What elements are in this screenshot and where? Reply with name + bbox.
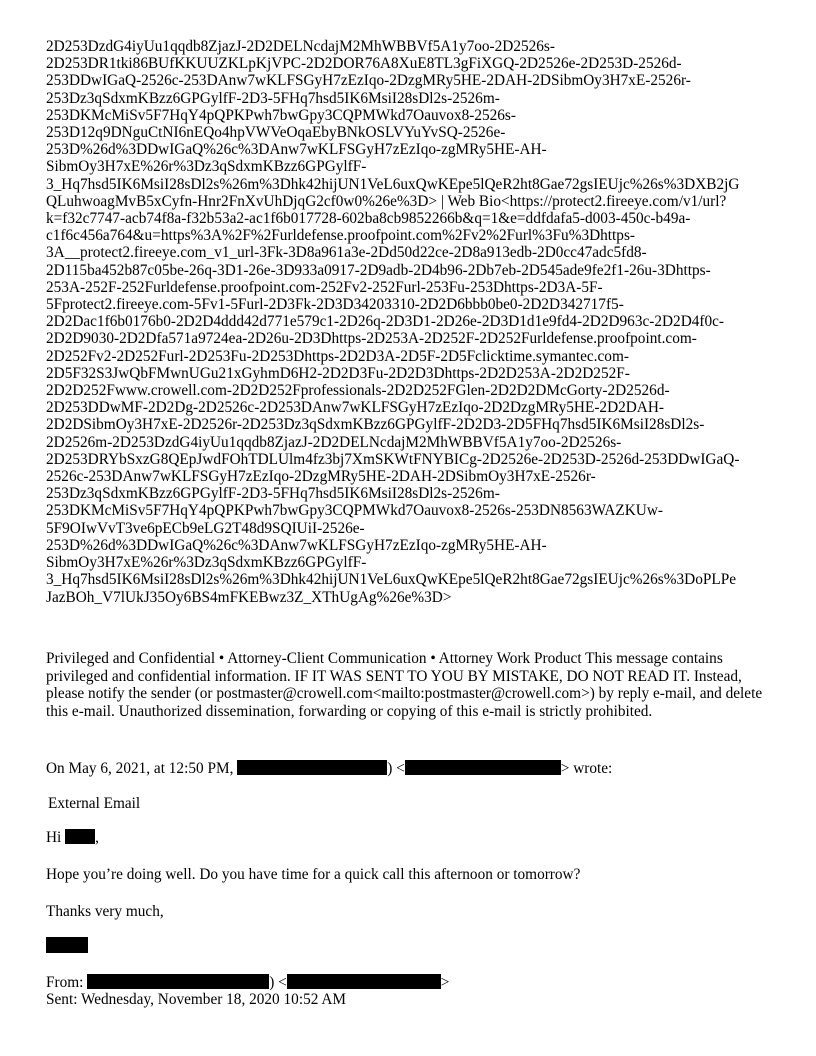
redacted-signature (46, 937, 88, 953)
redacted-sender-email (405, 760, 561, 775)
reply-header (46, 760, 776, 778)
signoff-text: Thanks very much, (46, 903, 164, 920)
greeting-comma: , (95, 829, 99, 846)
greeting-line (46, 829, 776, 847)
external-email-tag: External Email (48, 795, 141, 812)
redacted-recipient-name (65, 829, 95, 844)
confidentiality-notice: Privileged and Confidential • Attorney-Client Communication • Attorney Work Product This message contains privileged and confidential information. IF IT WAS SENT TO YOU BY MISTAKE, DO NOT READ IT. Instead, please notify the sender (or postmaster@crowell.com<mailto:postmaster@crowell.com>) by reply e-mail, and delete this e-mail. Unauthorized dissemination, forwarding or copying of this e-mail is strictly prohibited. (46, 650, 763, 720)
message-text: Hope you’re doing well. Do you have time for a quick call this afternoon or tomorrow? (46, 866, 581, 883)
url-defense-link-block: 2D253DzdG4iyUu1qqdb8ZjazJ-2D2DELNcdajM2MhWBBVf5A1y7oo-2D2526s- 2D253DR1tki86BUfKKUUZKLpKjVPC-2D2DOR76A8XuE8TL3gFiXGQ-2D2526e-2D253D-2526d- 253DDwIGaQ-2526c-253DAnw7wKLFSGyH7zEzIqo-2DzgMRy5HE-2DAH-2DSibmOy3H7xE-2526r- 253Dz3qSdxmKBzz6GPGylfF-2D3-5FHq7hsd5IK6MsiI28sDl2s-2526m- 253DKMcMiSv5F7HqY4pQPKPwh7bwGpy3CQPMWkd7Oauvox8-2526s- 253D12q9DNguCtNI6nEQo4hpVWVeOqaEbyBNkOSLVYuYvSQ-2526e- 253D%26d%3DDwIGaQ%26c%3DAnw7wKLFSGyH7zEzIqo-zgMRy5HE-AH- SibmOy3H7xE%26r%3Dz3qSdxmKBzz6GPGylfF- 3_Hq7hsd5IK6MsiI28sDl2s%26m%3Dhk42hijUN1VeL6uxQwKEpe5lQeR2ht8Gae72gsIEUjc%26s%3DXB2jG QLuhwoagMvB5xCyfn-Hnr2FnXvUhDjqG2cf0w0%26e%3D> | Web Bio<https://protect2.fireeye.com/v1/url? k=f32c7747-acb74f8a-f32b53a2-ac1f6b017728-602ba8cb9852266b&q=1&e=ddfdafa5-d003-450c-b49a- c1f6c456a764&u=https%3A%2F%2Furldefense.proofpoint.com%2Fv2%2Furl%3Fu%3Dhttps- 3A__protect2.fireeye.com_v1_url-3Fk-3D8a961a3e-2Dd50d22ce-2D8a913edb-2D0cc47adc5fd8- 2D115ba452b87c05be-26q-3D1-26e-3D933a0917-2D9adb-2D4b96-2Db7eb-2D545ade9fe2f1-26u-3Dhttps- 253A-252F-252Furldefense.proofpoint.com-252Fv2-252Furl-253Fu-253Dhttps-2D3A-5F- 5Fprotect2.fireeye.com-5Fv1-5Furl-2D3Fk-2D3D34203310-2D2D6bbb0be0-2D2D342717f5- 2D2Dac1f6b0176b0-2D2D4ddd42d771e579c1-2D26q-2D3D1-2D26e-2D3D1d1e9fd4-2D2D963c-2D2D4f0c- 2D2D9030-2D2Dfa571a9724ea-2D26u-2D3Dhttps-2D253A-2D252F-2D252Furldefense.proofpoint.com- 2D252Fv2-2D252Furl-2D253Fu-2D253Dhttps-2D2D3A-2D5F-2D5Fclicktime.symantec.com- 2D5F32S3JwQbFMwnUGu21xGyhmD6H2-2D2D3Fu-2D2D3Dhttps-2D2D253A-2D2D252F- 2D2D252Fwww.crowell.com-2D2D252Fprofessionals-2D2D252FGlen-2D2D2DMcGorty-2D2526d- 2D253DDwMF-2D2Dg-2D2526c-2D253DAnw7wKLFSGyH7zEzIqo-2D2DzgMRy5HE-2D2DAH- 2D2DSibmOy3H7xE-2D2526r-2D253Dz3qSdxmKBzz6GPGylfF-2D2D3-2D5FHq7hsd5IK6MsiI28sDl2s- 2D2526m-2D253DzdG4iyUu1qqdb8ZjazJ-2D2DELNcdajM2MhWBBVf5A1y7oo-2D2526s- 2D253DRYbSxzG8QEpJwdFOhTDLUlm4fz3bj7XmSKWtFNYBICg-2D2526e-2D253D-2526d-253DDwIGaQ- 2526c-253DAnw7wKLFSGyH7zEzIqo-2DzgMRy5HE-2DAH-2DSibmOy3H7xE-2526r- 253Dz3qSdxmKBzz6GPGylfF-2D3-5FHq7hsd5IK6MsiI28sDl2s-2526m- 253DKMcMiSv5F7HqY4pQPKPwh7bwGpy3CQPMWkd7Oauvox8-2526s-253DN8563WAZKUw- 5F9OIwVvT3ve6pECb9eLG2T48d9SQIUiI-2526e- 253D%26d%3DDwIGaQ%26c%3DAnw7wKLFSGyH7zEzIqo-zgMRy5HE-AH- SibmOy3H7xE%26r%3Dz3qSdxmKBzz6GPGylfF- 3_Hq7hsd5IK6MsiI28sDl2s%26m%3Dhk42hijUN1VeL6uxQwKEpe5lQeR2ht8Gae72gsIEUjc%26s%3DoPLPe JazBOh_V7lUkJ35Oy6BS4mFKEBwz3Z_XThUgAg%26e%3D> (46, 38, 740, 606)
from-label: From: (46, 974, 84, 991)
reply-wrote: > wrote: (560, 760, 613, 777)
redacted-from-name (87, 974, 269, 989)
reply-date: On May 6, 2021, at 12:50 PM, (46, 760, 234, 777)
from-close: > (440, 974, 450, 991)
from-paren: ) < (269, 974, 287, 991)
greeting: Hi (46, 829, 62, 846)
redacted-sender-name (237, 760, 387, 775)
redacted-from-email (287, 974, 441, 989)
signature-line (46, 937, 776, 956)
reply-paren: ) < (387, 760, 405, 777)
from-line (46, 974, 776, 992)
sent-line: Sent: Wednesday, November 18, 2020 10:52 AM (46, 991, 346, 1008)
